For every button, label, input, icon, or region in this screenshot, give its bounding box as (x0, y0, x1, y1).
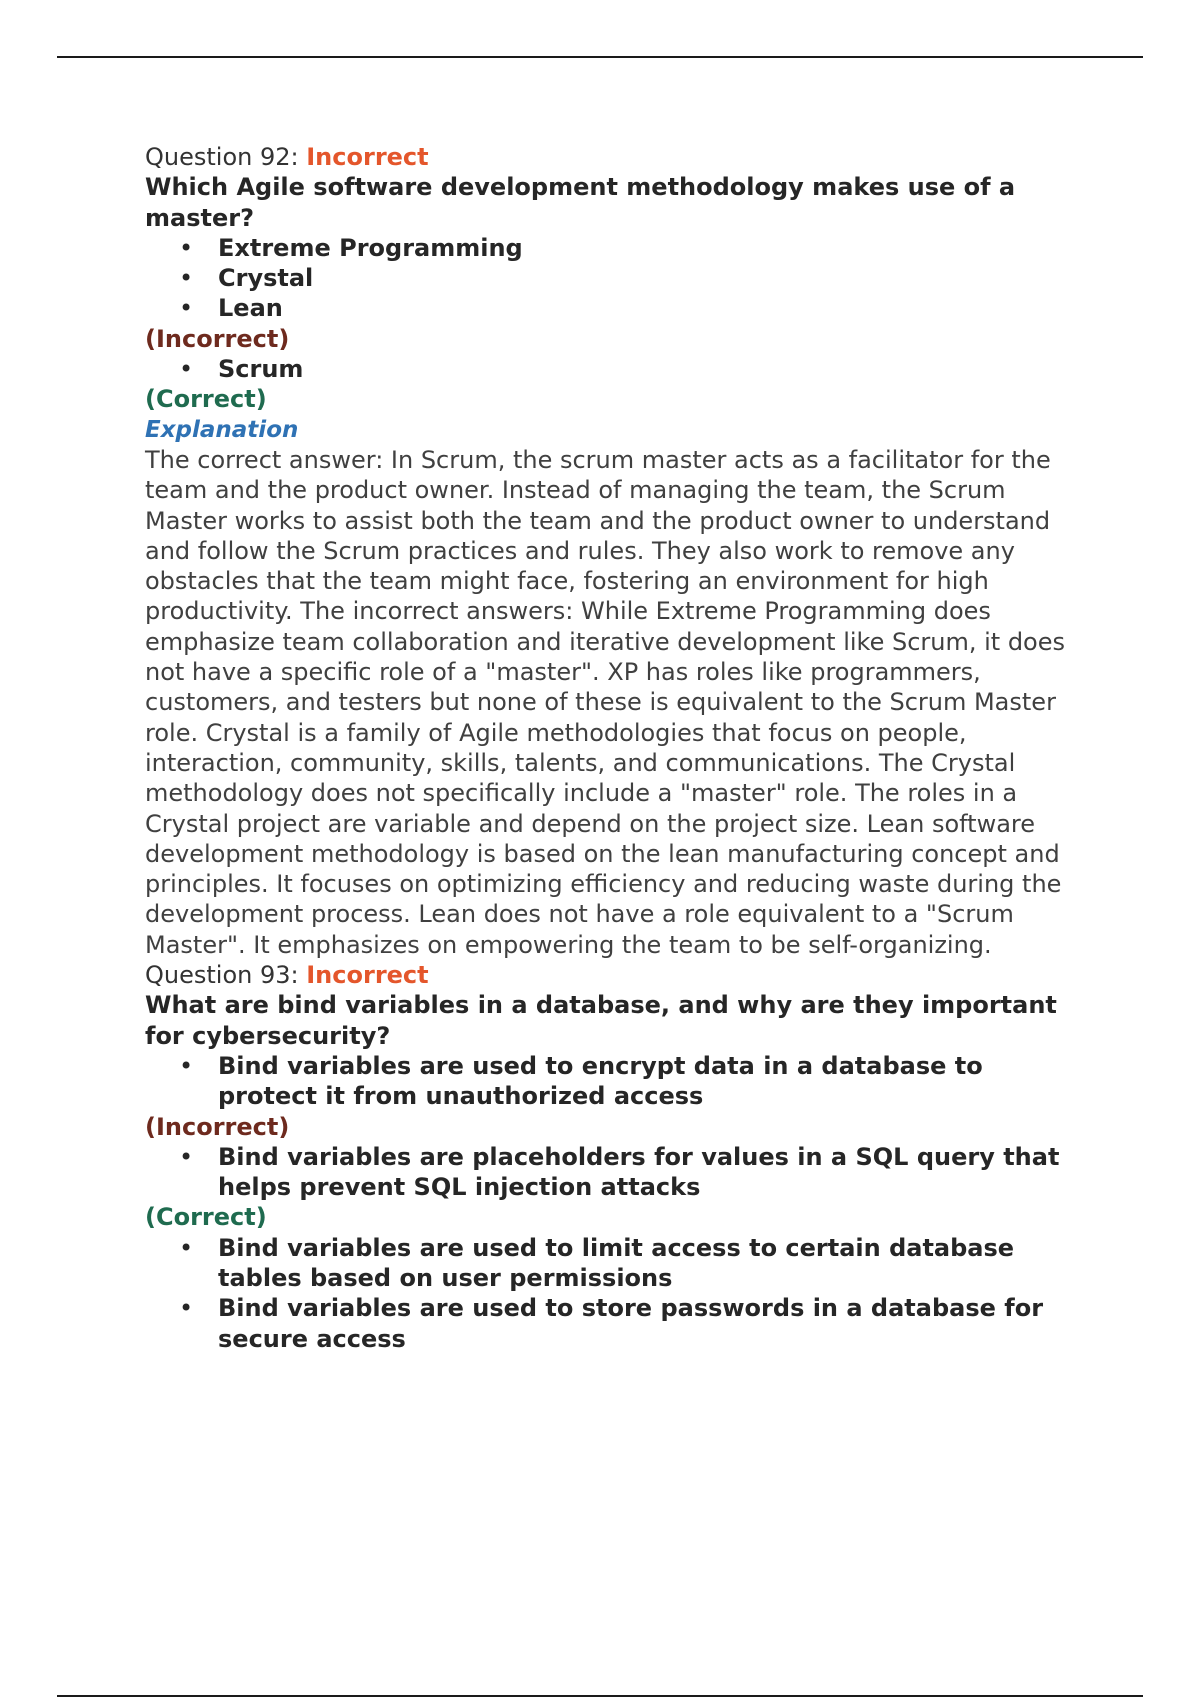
question-92 (145, 142, 1085, 960)
bullet-icon: • (179, 1051, 194, 1080)
question-header (145, 142, 1085, 172)
bullet-icon: • (179, 1142, 194, 1171)
option-item (145, 1293, 1085, 1354)
option-text: Bind variables are used to encrypt data in a database to protect it from unauthorized access (218, 1051, 983, 1111)
explanation-text: The correct answer: In Scrum, the scrum master acts as a facilitator for the team and the product owner. Instead of managing the team, the Scrum Master works to assist both the team and the product owner to understand and follow the Scrum practices and rules. They also work to remove any obstacles that the team might face, fostering an environment for high productivity. The incorrect answers: While Extreme Programming does emphasize team collaboration and iterative development like Scrum, it does not have a specific role of a "master". XP has roles like programmers, customers, and testers but none of these is equivalent to the Scrum Master role. Crystal is a family of Agile methodologies that focus on people, interaction, community, skills, talents, and communications. The Crystal methodology does not specifically include a "master" role. The roles in a Crystal project are variable and depend on the project size. Lean software development methodology is based on the lean manufacturing concept and principles. It focuses on optimizing efficiency and reducing waste during the development process. Lean does not have a role equivalent to a "Scrum Master". It emphasizes on empowering the team to be self-organizing. (145, 445, 1066, 959)
option-item (145, 263, 1085, 293)
option-item (145, 293, 1085, 323)
question-93 (145, 960, 1085, 1354)
option-list (145, 1142, 1085, 1203)
question-text: Which Agile software development methodology makes use of a master? (145, 173, 1016, 232)
incorrect-mark: (Incorrect) (145, 1112, 290, 1141)
correct-mark: (Correct) (145, 1203, 267, 1232)
bullet-icon: • (179, 233, 194, 262)
bullet-icon: • (179, 1233, 194, 1262)
correct-mark: (Correct) (145, 385, 267, 414)
option-list (145, 233, 1085, 324)
option-text: Scrum (218, 355, 304, 384)
option-text: Lean (218, 294, 283, 323)
option-item (145, 354, 1085, 384)
bullet-icon: • (179, 1294, 194, 1323)
top-rule (57, 56, 1143, 58)
document-content (145, 142, 1085, 1354)
option-text: Bind variables are placeholders for values in a SQL query that helps prevent SQL injection attacks (218, 1142, 1060, 1202)
option-text: Bind variables are used to store passwords in a database for secure access (218, 1294, 1044, 1353)
question-header (145, 960, 1085, 990)
option-list (145, 1051, 1085, 1112)
option-text: Bind variables are used to limit access to certain database tables based on user permissions (218, 1233, 1015, 1292)
question-label: Question 92: (145, 143, 299, 171)
question-status: Incorrect (306, 143, 429, 171)
question-text: What are bind variables in a database, and why are they important for cybersecurity? (145, 991, 1057, 1050)
option-item (145, 1233, 1085, 1294)
question-status: Incorrect (306, 961, 429, 990)
option-item (145, 1142, 1085, 1203)
incorrect-mark: (Incorrect) (145, 324, 290, 353)
bullet-icon: • (179, 355, 194, 384)
option-text: Extreme Programming (218, 233, 523, 262)
bullet-icon: • (179, 294, 194, 323)
option-text: Crystal (218, 264, 314, 293)
option-item (145, 233, 1085, 263)
explanation-heading: Explanation (145, 416, 299, 443)
bottom-rule (57, 1695, 1143, 1697)
option-item (145, 1051, 1085, 1112)
question-label: Question 93: (145, 961, 299, 990)
bullet-icon: • (179, 264, 194, 293)
option-list (145, 1233, 1085, 1354)
option-list (145, 354, 1085, 384)
